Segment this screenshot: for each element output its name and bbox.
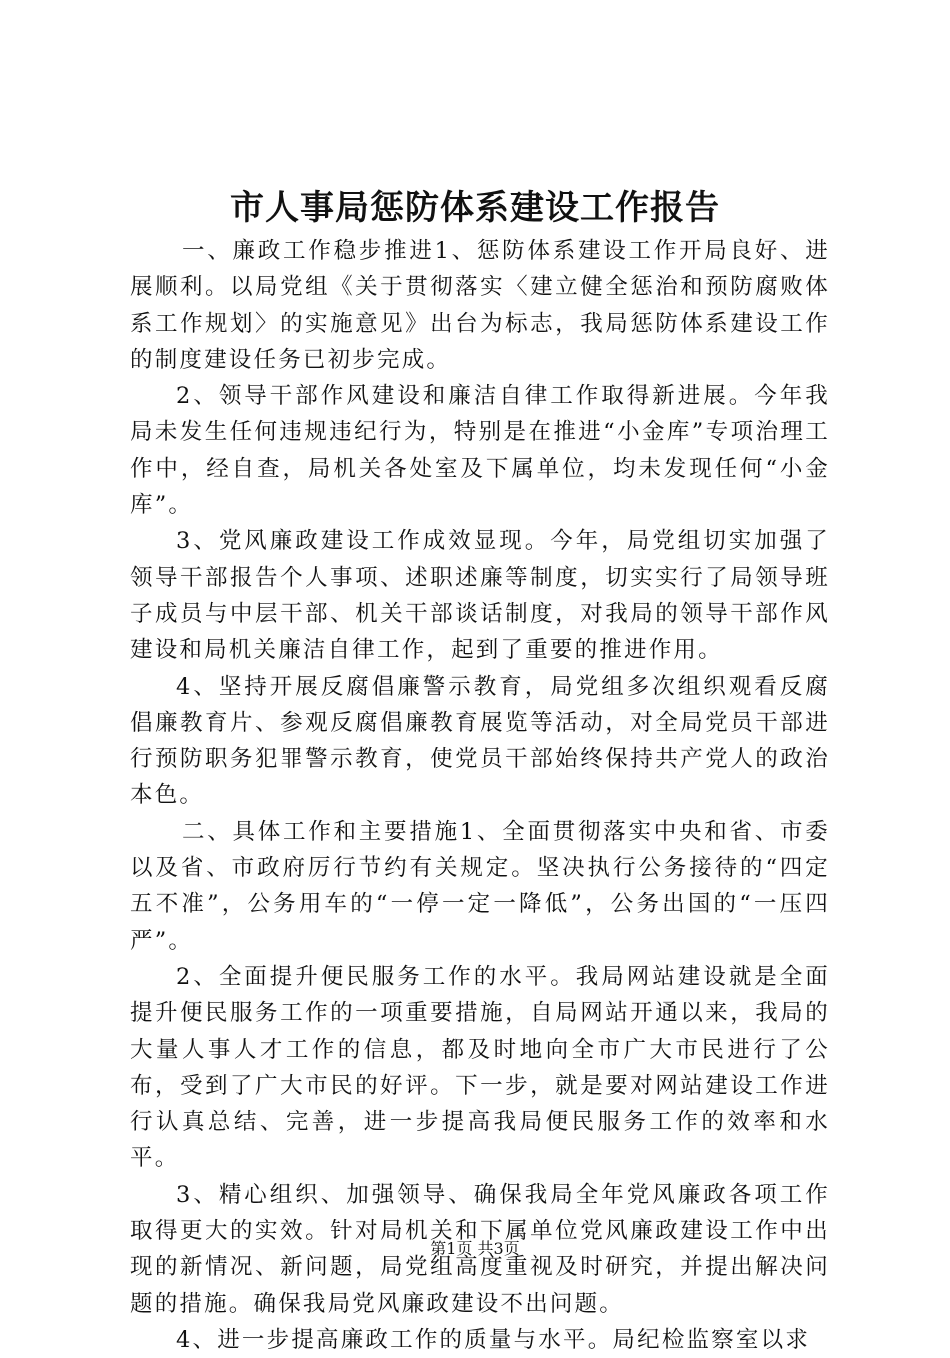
paragraph-1: 一、廉政工作稳步推进1、惩防体系建设工作开局良好、进展顺利。以局党组《关于贯彻落实〈建立健全惩治和预防腐败体系工作规划〉的实施意见》出台为标志，我局惩防体系建设工作的制度建设任务已初步完成。 <box>130 238 830 373</box>
paragraph-2: 2、领导干部作风建设和廉洁自律工作取得新进展。今年我局未发生任何违规违纪行为，特别是在推进“小金库”专项治理工作中，经自查，局机关各处室及下属单位，均未发现任何“小金库”。 <box>130 383 830 519</box>
paragraph-5: 二、具体工作和主要措施1、全面贯彻落实中央和省、市委以及省、市政府厉行节约有关规定。坚决执行公务接待的“四定五不准”，公务用车的“一停一定一降低”，公务出国的“一压四严”。 <box>130 818 830 954</box>
page-footer: 第1页 共3页 <box>430 1239 520 1258</box>
paragraph-3: 3、党风廉政建设工作成效显现。今年，局党组切实加强了领导干部报告个人事项、述职述廉等制度，切实实行了局领导班子成员与中层干部、机关干部谈话制度，对我局的领导干部作风建设和局机关廉洁自律工作，起到了重要的推进作用。 <box>130 528 830 664</box>
paragraph-7: 3、精心组织、加强领导、确保我局全年党风廉政各项工作取得更大的实效。针对局机关和下属单位党风廉政建设工作中出现的新情况、新问题，局党组高度重视及时研究，并提出解决问题的措施。确保我局党风廉政建设不出问题。 <box>130 1181 830 1317</box>
document-title: 市人事局惩防体系建设工作报告 <box>230 188 720 228</box>
document-body <box>130 233 830 1358</box>
paragraph-6: 2、全面提升便民服务工作的水平。我局网站建设就是全面提升便民服务工作的一项重要措施，自局网站开通以来，我局的大量人事人才工作的信息，都及时地向全市广大市民进行了公布，受到了广大市民的好评。下一步，就是要对网站建设工作进行认真总结、完善，进一步提高我局便民服务工作的效率和水平。 <box>130 963 830 1172</box>
paragraph-8: 4、进一步提高廉政工作的质量与水平。局纪检监察室以求 <box>176 1326 811 1353</box>
paragraph-4: 4、坚持开展反腐倡廉警示教育，局党组多次组织观看反腐倡廉教育片、参观反腐倡廉教育展览等活动，对全局党员干部进行预防职务犯罪警示教育，使党员干部始终保持共产党人的政治本色。 <box>130 673 830 809</box>
